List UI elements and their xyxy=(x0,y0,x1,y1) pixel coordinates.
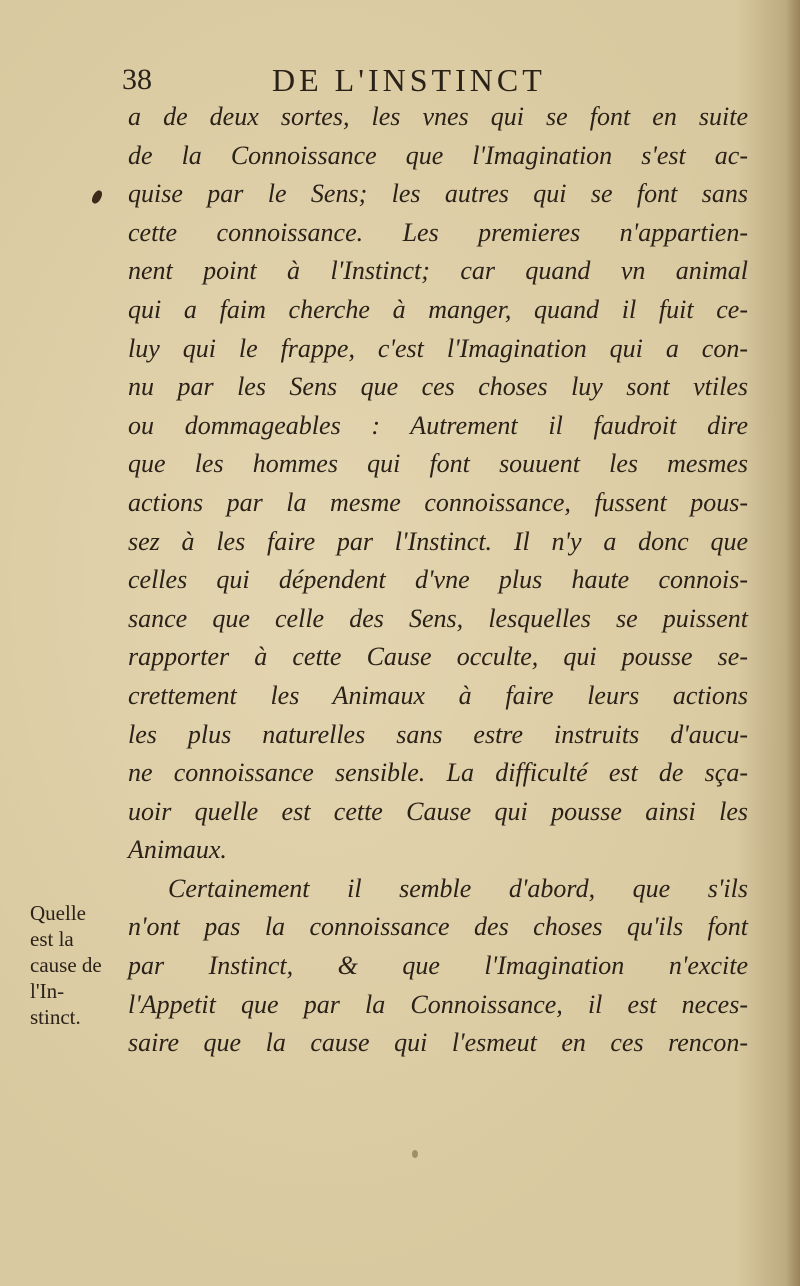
text-line: uoir quelle est cette Cause qui pousse ainsi les xyxy=(128,796,748,826)
text-line: de la Connoissance que l'Imagination s'est ac- xyxy=(128,140,748,170)
text-line: rapporter à cette Cause occulte, qui pousse se- xyxy=(128,642,748,672)
text-line: par Instinct, & que l'Imagination n'excite xyxy=(128,951,748,981)
page-header xyxy=(122,58,762,102)
text-line: n'ont pas la connoissance des choses qu'ils font xyxy=(128,912,748,942)
page-edge-shadow xyxy=(786,0,800,1286)
text-line: qui a faim cherche à manger, quand il fuit ce- xyxy=(128,294,748,324)
text-line: sance que celle des Sens, lesquelles se puissent xyxy=(128,603,748,633)
ink-mark xyxy=(90,189,103,205)
text-line: quise par le Sens; les autres qui se font sans xyxy=(128,179,748,209)
margin-note xyxy=(30,900,122,1030)
text-line: l'Appetit que par la Connoissance, il est neces- xyxy=(128,989,748,1019)
text-line: Certainement il semble d'abord, que s'ils xyxy=(168,873,748,903)
body-text xyxy=(128,98,748,1063)
text-line: Animaux. xyxy=(128,835,227,865)
text-line: nu par les Sens que ces choses luy sont vtiles xyxy=(128,372,748,402)
text-line: luy qui le frappe, c'est l'Imagination qui a con- xyxy=(128,333,748,363)
text-line: actions par la mesme connoissance, fussent pous- xyxy=(128,487,748,517)
margin-note-line: l'In- xyxy=(30,979,65,1003)
margin-note-line: stinct. xyxy=(30,1005,81,1029)
text-line: celles qui dépendent d'vne plus haute connois- xyxy=(128,565,748,595)
running-head: DE L'INSTINCT xyxy=(272,62,546,98)
text-line: cette connoissance. Les premieres n'appartien- xyxy=(128,217,748,247)
margin-note-line: cause de xyxy=(30,953,102,977)
text-line: ne connoissance sensible. La difficulté est de sça- xyxy=(128,758,748,788)
text-line: nent point à l'Instinct; car quand vn animal xyxy=(128,256,748,286)
page-number: 38 xyxy=(122,63,152,96)
text-line: ou dommageables : Autrement il faudroit dire xyxy=(128,410,748,440)
text-line: saire que la cause qui l'esmeut en ces rencon- xyxy=(128,1028,748,1058)
margin-note-line: est la xyxy=(30,927,74,951)
text-line: a de deux sortes, les vnes qui se font en suite xyxy=(128,102,748,131)
text-line: crettement les Animaux à faire leurs actions xyxy=(128,680,748,710)
text-line: sez à les faire par l'Instinct. Il n'y a donc que xyxy=(128,526,748,556)
paper-smudge xyxy=(412,1150,418,1158)
margin-note-line: Quelle xyxy=(30,901,86,925)
text-line: les plus naturelles sans estre instruits d'aucu- xyxy=(128,719,748,749)
text-line: que les hommes qui font souuent les mesmes xyxy=(128,449,748,479)
